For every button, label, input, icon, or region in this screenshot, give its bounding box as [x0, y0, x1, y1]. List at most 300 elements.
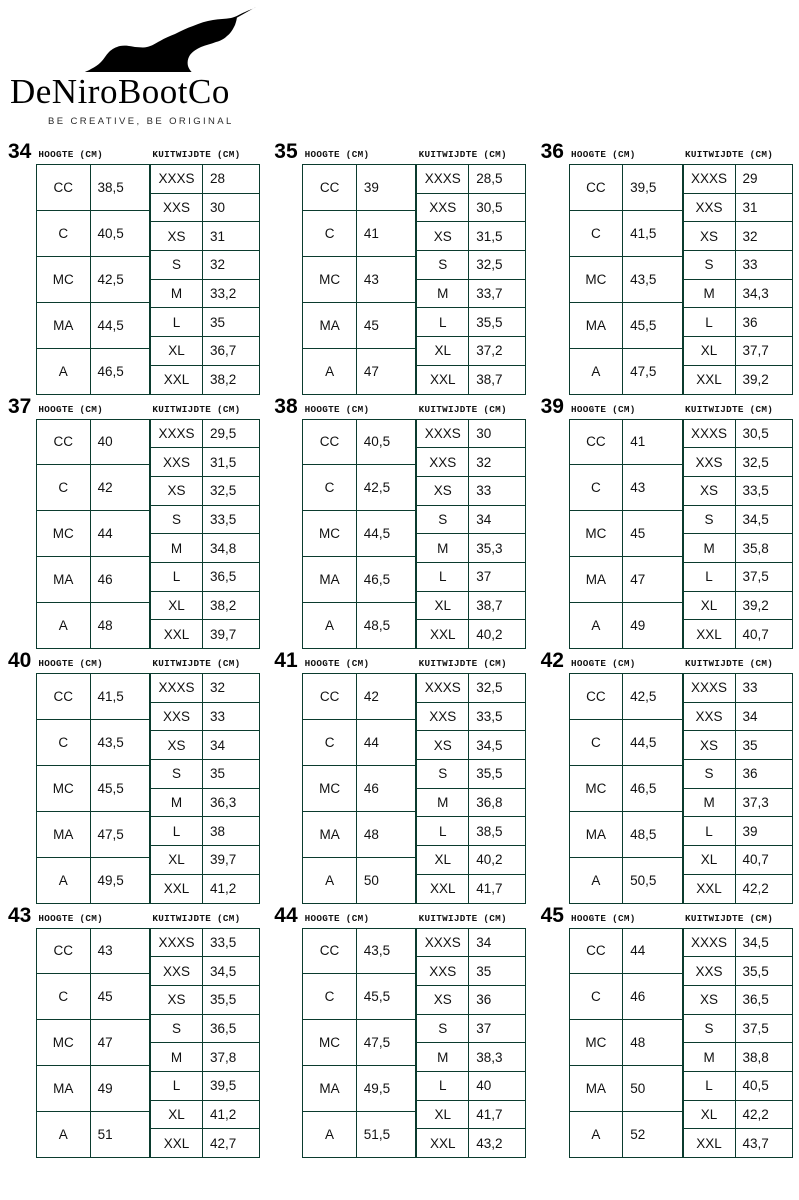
size-number: 34	[8, 140, 32, 163]
size-block-header	[6, 140, 266, 162]
calf-value: 37,2	[469, 337, 526, 366]
table-row	[417, 365, 526, 394]
table-row	[683, 957, 792, 986]
calf-label: XXXS	[417, 674, 469, 703]
calf-value: 37,3	[735, 788, 792, 817]
table-row	[683, 562, 792, 591]
height-label: MA	[37, 811, 91, 857]
calf-value: 41,2	[202, 1100, 259, 1129]
table-row	[417, 874, 526, 903]
table-row	[417, 1100, 526, 1129]
table-row	[683, 928, 792, 957]
calf-value: 39,2	[735, 591, 792, 620]
calf-label: XS	[417, 731, 469, 760]
height-label: CC	[303, 419, 357, 465]
height-label: A	[303, 857, 357, 903]
height-value: 42,5	[90, 256, 150, 302]
height-label: C	[37, 210, 91, 256]
height-column-header: HOOGTE (CM)	[304, 912, 370, 924]
height-table	[302, 164, 416, 395]
height-value: 42	[356, 674, 415, 720]
calf-value: 35	[202, 760, 259, 789]
calf-value: 31	[735, 193, 792, 222]
height-label: A	[569, 1112, 623, 1158]
calf-value: 34	[469, 928, 526, 957]
calf-label: S	[151, 505, 203, 534]
calf-value: 38,8	[735, 1043, 792, 1072]
calf-label: XS	[417, 222, 469, 251]
calf-label: XS	[151, 476, 203, 505]
table-row	[303, 465, 416, 511]
calf-value: 41,2	[202, 874, 259, 903]
table-row	[151, 337, 260, 366]
table-row	[417, 222, 526, 251]
height-table	[569, 928, 683, 1159]
column-headers	[305, 149, 539, 162]
table-row	[417, 846, 526, 875]
height-column-header: HOOGTE (CM)	[38, 403, 104, 415]
height-value: 42	[90, 465, 149, 511]
height-value: 45	[356, 302, 415, 348]
table-row	[37, 465, 150, 511]
table-row	[417, 251, 526, 280]
calf-label: XXXS	[683, 928, 735, 957]
calf-value: 29,5	[202, 419, 259, 448]
table-row	[151, 846, 260, 875]
calf-value: 33	[202, 702, 259, 731]
height-value: 39,5	[623, 165, 683, 211]
calf-label: XXS	[151, 957, 203, 986]
size-tables	[539, 673, 799, 904]
height-table	[569, 419, 683, 650]
height-label: CC	[569, 165, 623, 211]
height-value: 49,5	[90, 857, 150, 903]
calf-label: M	[683, 279, 735, 308]
table-row	[151, 760, 260, 789]
height-label: A	[37, 857, 91, 903]
calf-label: XXXS	[417, 928, 469, 957]
table-row	[151, 1129, 260, 1158]
table-row	[151, 562, 260, 591]
calf-value: 34	[202, 731, 259, 760]
calf-value: 28	[202, 165, 259, 194]
column-headers	[38, 658, 272, 671]
calf-value: 38,7	[469, 365, 526, 394]
table-row	[151, 505, 260, 534]
height-label: A	[303, 603, 357, 649]
calf-table	[416, 419, 526, 650]
table-row	[37, 1112, 150, 1158]
size-block-40	[0, 649, 266, 904]
table-row	[683, 448, 792, 477]
calf-label: XXXS	[417, 165, 469, 194]
table-row	[569, 765, 682, 811]
table-row	[569, 465, 682, 511]
calf-value: 31,5	[469, 222, 526, 251]
table-row	[569, 348, 682, 394]
height-value: 48,5	[623, 811, 683, 857]
table-row	[303, 1020, 416, 1066]
calf-table	[150, 673, 260, 904]
calf-value: 40,7	[735, 620, 792, 649]
height-label: A	[569, 603, 623, 649]
height-table	[36, 673, 150, 904]
height-value: 45	[623, 511, 682, 557]
calf-table	[150, 928, 260, 1159]
table-row	[151, 591, 260, 620]
calf-label: XXXS	[683, 419, 735, 448]
height-value: 48	[356, 811, 415, 857]
calf-value: 33,5	[202, 505, 259, 534]
calf-value: 36,5	[202, 562, 259, 591]
height-label: CC	[303, 674, 357, 720]
calf-value: 35,5	[469, 760, 526, 789]
height-value: 50	[356, 857, 415, 903]
calf-label: M	[151, 279, 203, 308]
size-number: 36	[540, 140, 564, 163]
column-headers	[38, 913, 272, 926]
calf-value: 40,2	[469, 620, 526, 649]
height-value: 44,5	[356, 511, 416, 557]
calf-value: 33,7	[469, 279, 526, 308]
calf-label: M	[417, 1043, 469, 1072]
calf-column-header: KUITWIJDTE (CM)	[152, 912, 241, 924]
calf-value: 40,5	[735, 1071, 792, 1100]
size-block-44	[266, 904, 532, 1159]
height-value: 41,5	[623, 210, 683, 256]
height-value: 48	[623, 1020, 682, 1066]
table-row	[683, 817, 792, 846]
height-value: 45,5	[90, 765, 150, 811]
height-value: 48,5	[356, 603, 416, 649]
calf-label: M	[683, 788, 735, 817]
calf-column-header: KUITWIJDTE (CM)	[152, 403, 241, 415]
calf-value: 40,2	[469, 846, 526, 875]
height-label: MC	[303, 765, 357, 811]
table-row	[683, 337, 792, 366]
table-row	[683, 476, 792, 505]
size-number: 41	[274, 649, 298, 672]
size-block-header	[272, 904, 532, 926]
table-row	[683, 165, 792, 194]
height-value: 45	[90, 974, 149, 1020]
table-row	[303, 302, 416, 348]
height-label: A	[569, 348, 623, 394]
size-block-36	[533, 140, 799, 395]
height-value: 50,5	[623, 857, 683, 903]
table-row	[683, 788, 792, 817]
calf-label: XXXS	[417, 419, 469, 448]
calf-label: XL	[683, 1100, 735, 1129]
calf-value: 35,5	[202, 985, 259, 1014]
height-label: MA	[303, 302, 357, 348]
size-tables	[272, 164, 532, 395]
height-column-header: HOOGTE (CM)	[304, 149, 370, 160]
height-label: C	[569, 719, 623, 765]
table-row	[151, 476, 260, 505]
size-number: 42	[540, 649, 564, 672]
height-label: C	[569, 974, 623, 1020]
height-column-header: HOOGTE (CM)	[570, 912, 636, 924]
table-row	[569, 674, 682, 720]
calf-value: 32,5	[469, 674, 526, 703]
calf-value: 34,5	[735, 928, 792, 957]
calf-value: 34	[735, 702, 792, 731]
height-value: 41	[623, 419, 682, 465]
table-row	[417, 1129, 526, 1158]
calf-value: 36	[469, 985, 526, 1014]
brand-name: DeNiroBootCo	[10, 72, 230, 111]
table-row	[303, 165, 416, 211]
size-block-39	[533, 395, 799, 650]
height-label: CC	[303, 165, 357, 211]
table-row	[151, 1071, 260, 1100]
height-label: C	[303, 719, 357, 765]
size-tables	[6, 164, 266, 395]
calf-label: XXS	[151, 448, 203, 477]
table-row	[417, 702, 526, 731]
table-row	[683, 731, 792, 760]
size-block-38	[266, 395, 532, 650]
calf-label: XXS	[683, 448, 735, 477]
height-value: 41,5	[90, 674, 150, 720]
height-value: 42,5	[623, 674, 683, 720]
calf-table	[683, 419, 793, 650]
height-value: 42,5	[356, 465, 416, 511]
table-row	[569, 1112, 682, 1158]
size-tables	[6, 673, 266, 904]
height-value: 46,5	[356, 557, 416, 603]
height-label: A	[37, 348, 91, 394]
height-value: 44,5	[623, 719, 683, 765]
calf-label: L	[151, 817, 203, 846]
calf-label: M	[683, 1043, 735, 1072]
size-block-header	[6, 649, 266, 671]
height-value: 49,5	[356, 1066, 416, 1112]
calf-value: 32,5	[202, 476, 259, 505]
calf-label: L	[683, 817, 735, 846]
table-row	[683, 505, 792, 534]
calf-label: L	[683, 308, 735, 337]
calf-value: 38,3	[469, 1043, 526, 1072]
height-label: CC	[303, 928, 357, 974]
height-value: 49	[623, 603, 682, 649]
calf-label: L	[417, 562, 469, 591]
table-row	[417, 562, 526, 591]
table-row	[151, 957, 260, 986]
calf-label: XS	[683, 476, 735, 505]
table-row	[37, 1066, 150, 1112]
brand-logo	[8, 4, 308, 127]
calf-column-header: KUITWIJDTE (CM)	[152, 658, 241, 669]
calf-label: XXS	[151, 702, 203, 731]
height-value: 46	[356, 765, 415, 811]
table-row	[683, 874, 792, 903]
height-label: MC	[569, 1020, 623, 1066]
calf-label: S	[151, 760, 203, 789]
calf-value: 31	[202, 222, 259, 251]
table-row	[569, 256, 682, 302]
calf-value: 33,5	[735, 476, 792, 505]
height-label: C	[569, 210, 623, 256]
column-headers	[571, 658, 799, 671]
table-row	[303, 256, 416, 302]
size-block-header	[272, 140, 532, 162]
table-row	[683, 591, 792, 620]
height-label: MC	[37, 1020, 91, 1066]
table-row	[683, 419, 792, 448]
size-tables	[539, 164, 799, 395]
table-row	[37, 1020, 150, 1066]
calf-value: 38,7	[469, 591, 526, 620]
height-table	[302, 673, 416, 904]
calf-label: XS	[151, 985, 203, 1014]
height-label: MC	[569, 256, 623, 302]
height-table	[569, 164, 683, 395]
calf-value: 36,3	[202, 788, 259, 817]
height-label: MA	[303, 557, 357, 603]
calf-label: L	[151, 308, 203, 337]
size-block-header	[539, 904, 799, 926]
column-headers	[305, 404, 539, 417]
calf-label: S	[417, 1014, 469, 1043]
height-label: C	[303, 465, 357, 511]
height-label: CC	[569, 928, 623, 974]
height-label: MC	[303, 511, 357, 557]
table-row	[683, 534, 792, 563]
galloping-horse-icon	[60, 4, 290, 72]
table-row	[37, 302, 150, 348]
calf-value: 35,5	[469, 308, 526, 337]
height-value: 44,5	[90, 302, 150, 348]
calf-label: XXS	[417, 448, 469, 477]
height-label: C	[37, 719, 91, 765]
height-value: 43,5	[623, 256, 683, 302]
calf-label: XXL	[417, 1129, 469, 1158]
table-row	[303, 511, 416, 557]
table-row	[569, 302, 682, 348]
calf-value: 36	[735, 308, 792, 337]
calf-label: L	[683, 562, 735, 591]
table-row	[417, 337, 526, 366]
table-row	[417, 505, 526, 534]
table-row	[569, 811, 682, 857]
calf-value: 37	[469, 562, 526, 591]
height-label: MC	[303, 256, 357, 302]
height-label: A	[37, 1112, 91, 1158]
calf-label: S	[683, 251, 735, 280]
calf-column-header: KUITWIJDTE (CM)	[418, 658, 507, 669]
height-label: MA	[303, 1066, 357, 1112]
calf-value: 36,5	[202, 1014, 259, 1043]
height-label: MA	[569, 302, 623, 348]
table-row	[151, 702, 260, 731]
calf-label: S	[683, 1014, 735, 1043]
calf-label: S	[417, 760, 469, 789]
calf-value: 33,5	[202, 928, 259, 957]
size-block-header	[272, 649, 532, 671]
table-row	[303, 1066, 416, 1112]
calf-label: XS	[151, 222, 203, 251]
height-label: A	[303, 348, 357, 394]
height-value: 47	[623, 557, 682, 603]
table-row	[569, 1020, 682, 1066]
height-column-header: HOOGTE (CM)	[570, 149, 636, 160]
table-row	[569, 974, 682, 1020]
table-row	[151, 928, 260, 957]
height-label: MA	[569, 811, 623, 857]
height-value: 44	[623, 928, 682, 974]
calf-value: 33	[469, 476, 526, 505]
calf-label: XXL	[151, 1129, 203, 1158]
table-row	[569, 603, 682, 649]
calf-value: 32,5	[469, 251, 526, 280]
size-tables	[539, 419, 799, 650]
table-row	[37, 603, 150, 649]
table-row	[417, 985, 526, 1014]
calf-value: 38	[202, 817, 259, 846]
calf-value: 34	[469, 505, 526, 534]
calf-table	[150, 419, 260, 650]
table-row	[417, 620, 526, 649]
calf-label: XL	[417, 846, 469, 875]
height-value: 51	[90, 1112, 149, 1158]
calf-label: XL	[417, 337, 469, 366]
column-headers	[571, 149, 799, 162]
table-row	[417, 760, 526, 789]
calf-table	[683, 928, 793, 1159]
height-value: 41	[356, 210, 415, 256]
height-value: 47,5	[623, 348, 683, 394]
calf-label: M	[683, 534, 735, 563]
calf-value: 32	[735, 222, 792, 251]
calf-label: XL	[683, 337, 735, 366]
calf-column-header: KUITWIJDTE (CM)	[418, 149, 507, 160]
size-block-row	[0, 904, 799, 1159]
calf-label: XXL	[683, 620, 735, 649]
calf-label: XXS	[151, 193, 203, 222]
calf-label: XL	[151, 1100, 203, 1129]
table-row	[151, 279, 260, 308]
size-tables	[6, 419, 266, 650]
height-label: MC	[569, 511, 623, 557]
calf-value: 37,7	[735, 337, 792, 366]
size-number: 45	[540, 903, 564, 927]
height-value: 46	[623, 974, 682, 1020]
column-headers	[38, 149, 272, 162]
table-row	[417, 817, 526, 846]
table-row	[303, 419, 416, 465]
height-label: A	[569, 857, 623, 903]
table-row	[151, 365, 260, 394]
table-row	[683, 674, 792, 703]
size-number: 35	[274, 140, 298, 163]
brand-tagline: BE CREATIVE, BE ORIGINAL	[48, 116, 234, 127]
height-column-header: HOOGTE (CM)	[38, 912, 104, 924]
table-row	[417, 731, 526, 760]
calf-label: M	[417, 279, 469, 308]
calf-value: 30	[469, 419, 526, 448]
calf-value: 37,5	[735, 1014, 792, 1043]
calf-column-header: KUITWIJDTE (CM)	[684, 149, 774, 160]
table-row	[151, 817, 260, 846]
calf-table	[683, 673, 793, 904]
height-table	[302, 928, 416, 1159]
calf-value: 37,5	[735, 562, 792, 591]
calf-label: L	[417, 308, 469, 337]
table-row	[417, 165, 526, 194]
size-block-41	[266, 649, 532, 904]
